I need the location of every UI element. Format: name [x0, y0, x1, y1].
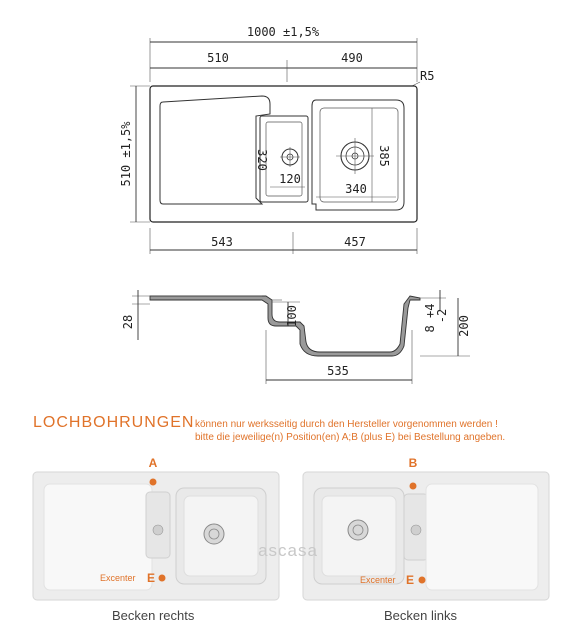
section-view — [121, 290, 471, 384]
hole-marker-a — [150, 479, 157, 486]
dim-total-depth: 200 — [457, 315, 471, 337]
hole-marker-b — [410, 483, 417, 490]
hole-label-a: A — [148, 456, 158, 470]
dim-overall-width: 1000 ±1,5% — [246, 25, 320, 39]
dim-rim-height: 28 — [121, 314, 135, 330]
dim-bottom-right: 457 — [344, 235, 366, 249]
excenter-letter: E — [147, 571, 156, 585]
dim-depth: 510 ±1,5% — [119, 121, 133, 187]
dim-small-bowl-width: 120 — [279, 172, 301, 186]
dim-small-bowl-depth: 100 — [285, 305, 299, 327]
holes-title: LOCHBOHRUNGEN — [33, 414, 195, 431]
dim-width-right: 490 — [341, 51, 363, 65]
holes-note-line2: bitte die jeweilige(n) Position(en) A;B (plus E) bei Bestellung angeben. — [195, 432, 506, 443]
dim-main-bowl-width: 340 — [345, 182, 367, 196]
excenter-marker — [419, 577, 426, 584]
top-view — [119, 25, 434, 254]
dim-width-left: 510 — [207, 51, 229, 65]
dim-main-bowl-height: 385 — [377, 145, 391, 167]
excenter-label: Excenter — [100, 573, 136, 583]
variant-becken-rechts — [33, 456, 279, 600]
drainer-board — [160, 96, 270, 204]
hole-label-b: B — [408, 456, 418, 470]
holes-note — [195, 418, 555, 444]
caption-becken-links: Becken links — [384, 608, 457, 623]
excenter-marker — [159, 575, 166, 582]
caption-becken-rechts: Becken rechts — [112, 608, 195, 623]
drain-icon — [348, 520, 368, 540]
watermark: ascasa — [258, 541, 318, 560]
dim-small-bowl-height: 320 — [255, 149, 269, 171]
excenter-label: Excenter — [360, 575, 396, 585]
holes-note-line1: können nur werksseitig durch den Hersteller vorgenommen werden ! — [195, 419, 498, 430]
dim-drain-tolerance-minus: -2 — [435, 308, 449, 324]
variant-becken-links — [303, 456, 549, 600]
excenter-letter: E — [406, 573, 415, 587]
drain-icon — [204, 524, 224, 544]
dim-bottom-left: 543 — [211, 235, 233, 249]
dim-bowl-width: 535 — [327, 364, 349, 378]
dim-drain-tolerance: 8 +4 — [423, 303, 437, 333]
dim-corner-radius: R5 — [420, 69, 435, 83]
